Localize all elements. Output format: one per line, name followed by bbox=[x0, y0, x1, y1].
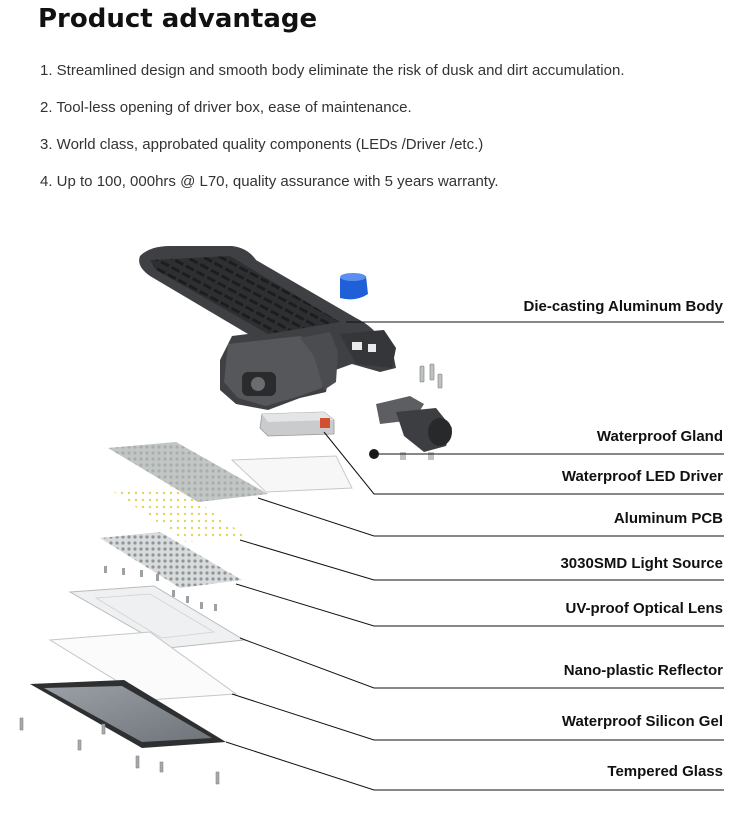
label-optical-lens: UV-proof Optical Lens bbox=[565, 600, 723, 617]
screw-group-top bbox=[420, 364, 442, 388]
waterproof-gland-part bbox=[369, 396, 452, 460]
label-led-driver: Waterproof LED Driver bbox=[561, 468, 723, 485]
label-aluminum-body: Die-casting Aluminum Body bbox=[523, 298, 723, 315]
led-driver-part bbox=[260, 412, 334, 436]
advantage-item-4: 4. Up to 100, 000hrs @ L70, quality assurance with 5 years warranty. bbox=[40, 173, 499, 190]
label-waterproof-gland: Waterproof Gland bbox=[596, 428, 723, 445]
label-silicon-gel: Waterproof Silicon Gel bbox=[561, 713, 723, 730]
page-title: Product advantage bbox=[38, 4, 318, 34]
label-light-source: 3030SMD Light Source bbox=[560, 555, 723, 572]
label-reflector: Nano-plastic Reflector bbox=[563, 662, 723, 679]
label-aluminum-pcb: Aluminum PCB bbox=[613, 510, 723, 527]
light-source-part bbox=[100, 532, 242, 588]
advantage-item-3: 3. World class, approbated quality components (LEDs /Driver /etc.) bbox=[40, 136, 484, 153]
blue-cap-part bbox=[340, 273, 368, 299]
advantage-item-1: 1. Streamlined design and smooth body eliminate the risk of dusk and dirt accumulation. bbox=[40, 62, 625, 79]
label-tempered-glass: Tempered Glass bbox=[607, 763, 723, 780]
aluminum-body-part bbox=[139, 246, 396, 410]
advantage-item-2: 2. Tool-less opening of driver box, ease of maintenance. bbox=[40, 99, 412, 116]
